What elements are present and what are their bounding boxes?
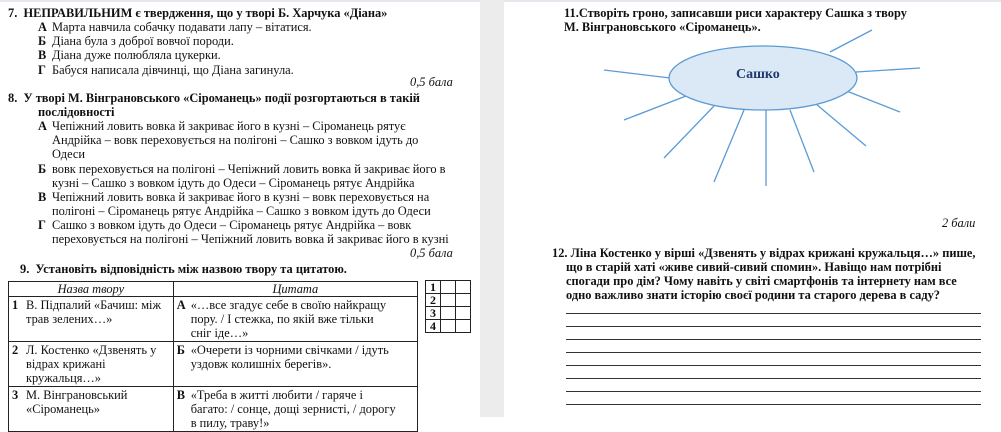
- grid-row-label: 4: [426, 320, 441, 333]
- right-page: [504, 0, 1001, 417]
- answer-line[interactable]: [566, 352, 981, 353]
- grid-cell[interactable]: [441, 307, 456, 320]
- q7-score: 0,5 бала: [410, 75, 453, 89]
- cluster-ray: [604, 70, 670, 78]
- q8-option-b: Б вовк переховується на полігоні – Чепіжний ловить вовка й закриває його в: [38, 162, 446, 176]
- grid-cell[interactable]: [441, 294, 456, 307]
- q8-option-v: В Чепіжний ловить вовка й закриває його в кузні – вовк переховується на: [38, 190, 430, 204]
- cluster-ray: [624, 96, 686, 120]
- q8-title-cont: послідовності: [38, 105, 115, 119]
- q8-option-b-l2: кузні – Сашко з вовком ідуть до Одеси – Сіроманець рятує Андрійка: [52, 176, 415, 190]
- table-row: [9, 387, 418, 432]
- answer-line[interactable]: [566, 378, 981, 379]
- left-page: [0, 0, 480, 430]
- q7-option-v: В Діана дуже полюбляла цукерки.: [38, 48, 221, 62]
- q8-option-a: А Чепіжний ловить вовка й закриває його в кузні – Сіроманець рятує: [38, 119, 406, 133]
- cluster-ray: [856, 68, 920, 72]
- grid-cell[interactable]: [456, 281, 471, 294]
- grid-cell[interactable]: [456, 307, 471, 320]
- grid-cell[interactable]: [456, 294, 471, 307]
- q7-option-g: Г Бабуся написала дівчинці, що Діана загинула.: [38, 63, 294, 77]
- q12-line2: що в старій хаті «живе сивий-сивий спомин». Навіщо нам потрібні: [566, 260, 942, 274]
- grid-cell[interactable]: [456, 320, 471, 333]
- grid-cell[interactable]: [441, 281, 456, 294]
- q12-title: 12. Ліна Костенко у вірші «Дзвенять у відрах крижані кружальця…» пише,: [552, 246, 976, 260]
- q9-answer-grid: [425, 280, 471, 333]
- q7-option-a: А Марта навчила собачку подавати лапу – вітатися.: [38, 20, 312, 34]
- q8-score: 0,5 бала: [410, 246, 453, 260]
- q12-line4: одно важливо знати історію своєї родини та старого дерева в саду?: [566, 288, 940, 302]
- col-header-quote: Цитата: [173, 282, 417, 297]
- work-cell: 1 В. Підпалий «Бачиш: між трав зелених…»: [9, 297, 174, 342]
- cluster-ray: [790, 110, 814, 172]
- q11-score: 2 бали: [942, 216, 976, 230]
- col-header-work: Назва твору: [9, 282, 174, 297]
- grid-cell[interactable]: [441, 320, 456, 333]
- answer-line[interactable]: [566, 326, 981, 327]
- q8-option-a-l3: Одеси: [52, 147, 86, 161]
- cluster-ray: [714, 110, 744, 182]
- cluster-ray: [830, 30, 872, 52]
- grid-row-label: 2: [426, 294, 441, 307]
- answer-line[interactable]: [566, 404, 981, 405]
- work-cell: 3 М. Вінграновський «Сіроманець»: [9, 387, 174, 432]
- q8-option-a-l2: Андрійка – вовк переховується на полігоні – Сашко з вовком ідуть до: [52, 133, 419, 147]
- cluster-ray: [816, 104, 866, 146]
- quote-cell: А «…все згадує себе в своїю найкращу пору. / І стежка, по якій вже тільки сніг іде…»: [173, 297, 417, 342]
- page-gap: [480, 0, 504, 417]
- work-cell: 2 Л. Костенко «Дзвенять у відрах крижані кружальця…»: [9, 342, 174, 387]
- answer-line[interactable]: [566, 339, 981, 340]
- cluster-diagram: [504, 0, 1001, 240]
- q11-title: 11.Створіть гроно, записавши риси характеру Сашка з твору: [564, 6, 907, 20]
- q9-title: 9. Установіть відповідність між назвою твору та цитатою.: [20, 262, 347, 276]
- answer-line[interactable]: [566, 391, 981, 392]
- q8-option-g-l2: переховується на полігоні – Чепіжний ловить вовка й закриває його в кузні: [52, 232, 449, 246]
- cluster-ray: [664, 106, 714, 158]
- q7-title: 7. НЕПРАВИЛЬНИМ є твердження, що у творі Б. Харчука «Діана»: [8, 6, 388, 20]
- table-row: [9, 342, 418, 387]
- q9-matching-table: [8, 281, 418, 432]
- q7-option-b: Б Діана була з доброї вовчої породи.: [38, 34, 234, 48]
- q8-title: 8. У творі М. Вінграновського «Сіроманець» події розгортаються в такій: [8, 91, 420, 105]
- q12-line3: спогади про дім? Чому навіть у світі смартфонів та інтернету нам все: [566, 274, 957, 288]
- answer-line[interactable]: [566, 313, 981, 314]
- grid-row-label: 1: [426, 281, 441, 294]
- grid-row-label: 3: [426, 307, 441, 320]
- answer-line[interactable]: [566, 365, 981, 366]
- q8-option-g: Г Сашко з вовком ідуть до Одеси – Сіроманець рятує Андрійка – вовк: [38, 218, 412, 232]
- q11-title-cont: М. Вінграновського «Сіроманець».: [564, 20, 761, 34]
- cluster-center-label: Сашко: [736, 67, 780, 82]
- quote-cell: В «Треба в житті любити / гаряче і багато: / сонце, дощі зернисті, / дорогу в пилу, траву!»: [173, 387, 417, 432]
- q8-option-v-l2: полігоні – Сіроманець рятує Андрійка – Сашко з вовком ідуть до Одеси: [52, 204, 431, 218]
- quote-cell: Б «Очерети із чорними свічками / ідуть уздовж колишніх берегів».: [173, 342, 417, 387]
- cluster-ray: [844, 90, 900, 112]
- table-row: [9, 297, 418, 342]
